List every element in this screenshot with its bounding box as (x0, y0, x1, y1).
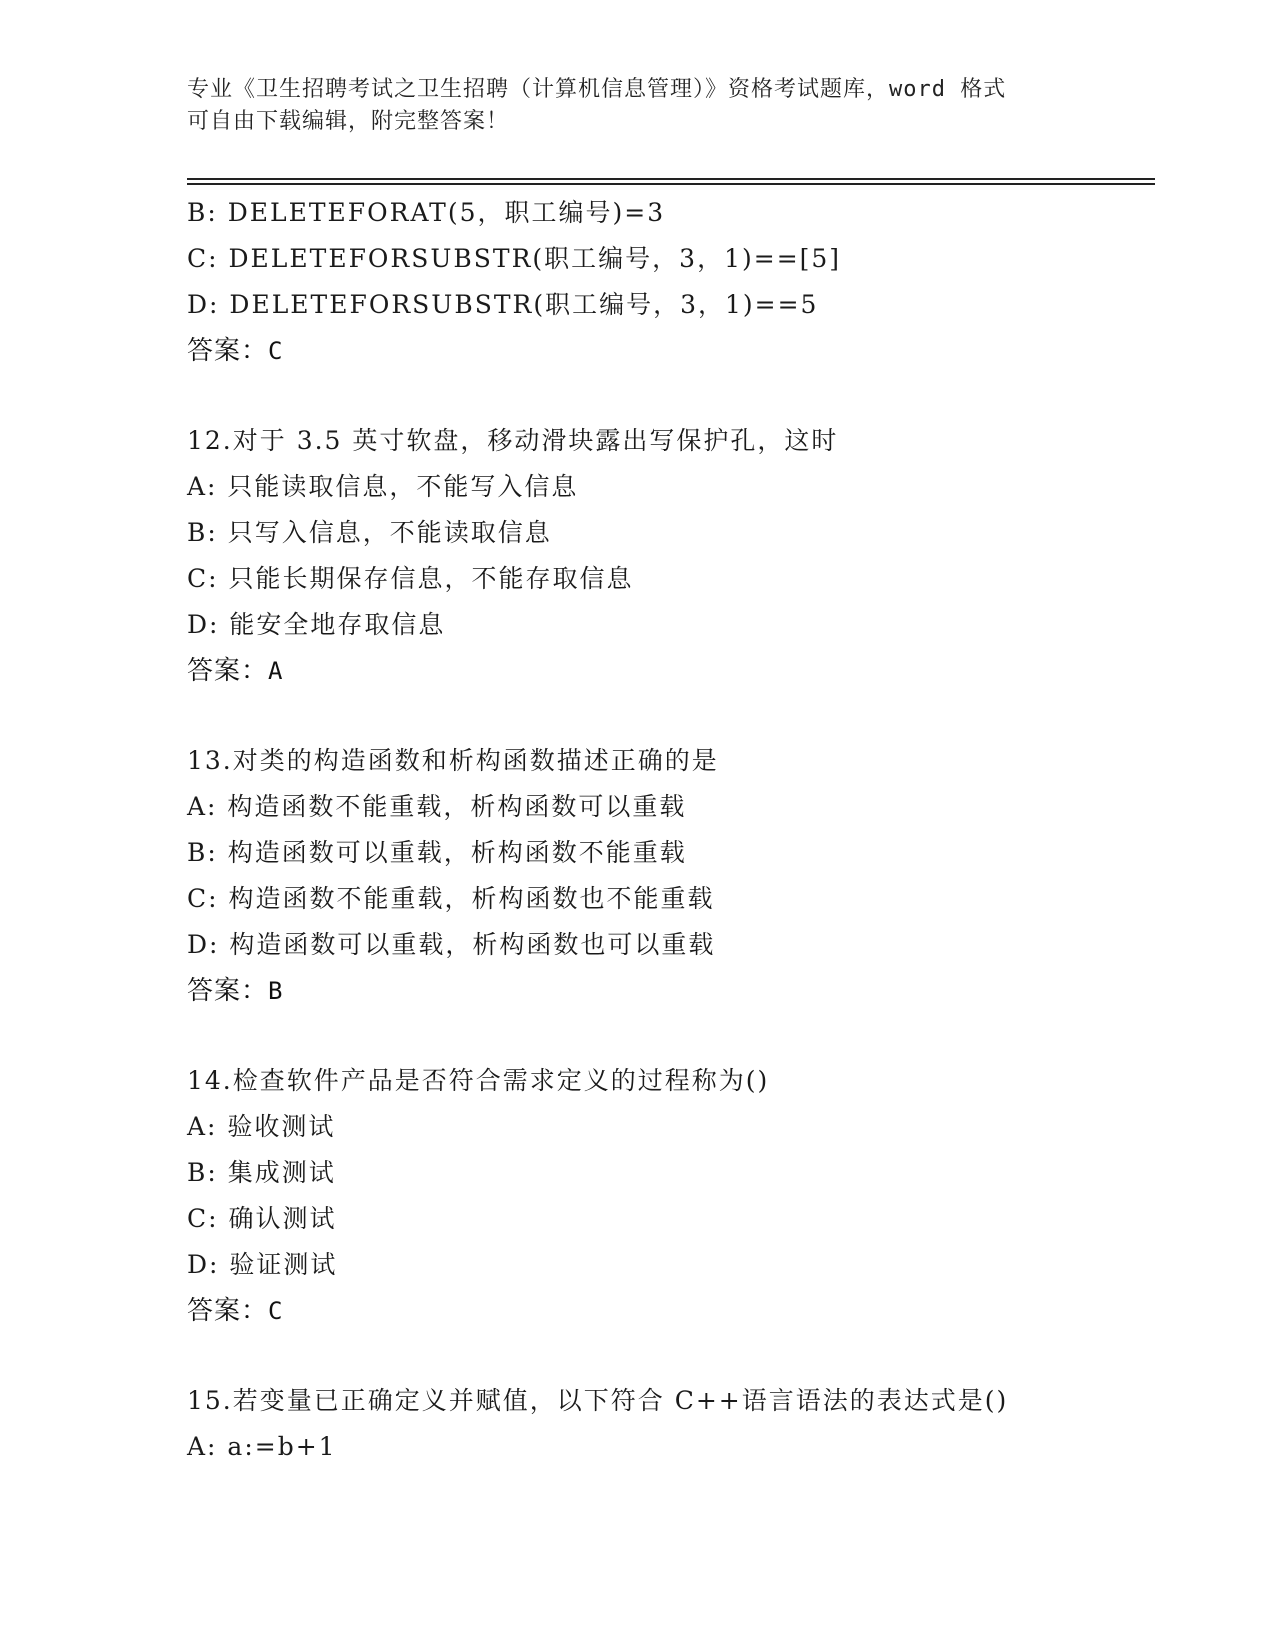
option-c: C: 只能长期保存信息，不能存取信息 (187, 564, 634, 593)
answer-value: C (268, 1297, 284, 1325)
answer-label: 答案： (187, 976, 269, 1006)
option-b: B: 只写入信息，不能读取信息 (187, 518, 552, 547)
answer-value: B (268, 977, 284, 1005)
question-stem: 14.检查软件产品是否符合需求定义的过程称为() (187, 1066, 770, 1095)
question-block-14 (187, 1058, 1155, 1334)
option-d: D: 验证测试 (187, 1250, 338, 1279)
option-a: A: a:=b+1 (187, 1432, 337, 1461)
question-stem: 15.若变量已正确定义并赋值，以下符合 C++语言语法的表达式是() (187, 1386, 1009, 1415)
answer-line (187, 1288, 1155, 1334)
question-block-13 (187, 738, 1155, 1014)
header-line-2: 可自由下载编辑，附完整答案！ (187, 109, 510, 134)
document-header (187, 74, 1087, 138)
answer-value: C (268, 337, 284, 365)
answer-label: 答案： (187, 336, 269, 366)
question-stem: 13.对类的构造函数和析构函数描述正确的是 (187, 746, 719, 775)
header-line-1: 专业《卫生招聘考试之卫生招聘（计算机信息管理）》资格考试题库，word 格式 (187, 77, 1007, 102)
answer-line (187, 328, 1155, 374)
header-divider-bottom (187, 183, 1155, 185)
option-d: D: 构造函数可以重载，析构函数也可以重载 (187, 930, 716, 959)
option-b: B: 构造函数可以重载，析构函数不能重载 (187, 838, 687, 867)
option-c: C: 确认测试 (187, 1204, 337, 1233)
answer-value: A (268, 657, 284, 685)
option-b: B: 集成测试 (187, 1158, 336, 1187)
question-list (187, 190, 1155, 1470)
option-b: B: DELETEFORAT(5，职工编号)=3 (187, 198, 666, 227)
option-a: A: 构造函数不能重载，析构函数可以重载 (187, 792, 687, 821)
option-c: C: DELETEFORSUBSTR(职工编号，3，1)==[5] (187, 244, 842, 273)
option-d: D: DELETEFORSUBSTR(职工编号，3，1)==5 (187, 290, 819, 319)
question-block-15 (187, 1378, 1155, 1470)
answer-line (187, 648, 1155, 694)
option-a: A: 验收测试 (187, 1112, 336, 1141)
option-d: D: 能安全地存取信息 (187, 610, 446, 639)
answer-label: 答案： (187, 656, 269, 686)
question-block-12 (187, 418, 1155, 694)
option-a: A: 只能读取信息，不能写入信息 (187, 472, 579, 501)
answer-line (187, 968, 1155, 1014)
option-c: C: 构造函数不能重载，析构函数也不能重载 (187, 884, 715, 913)
question-stem: 12.对于 3.5 英寸软盘，移动滑块露出写保护孔，这时 (187, 426, 839, 455)
answer-label: 答案： (187, 1296, 269, 1326)
question-block-11-continued (187, 190, 1155, 374)
header-divider-top (187, 178, 1155, 180)
